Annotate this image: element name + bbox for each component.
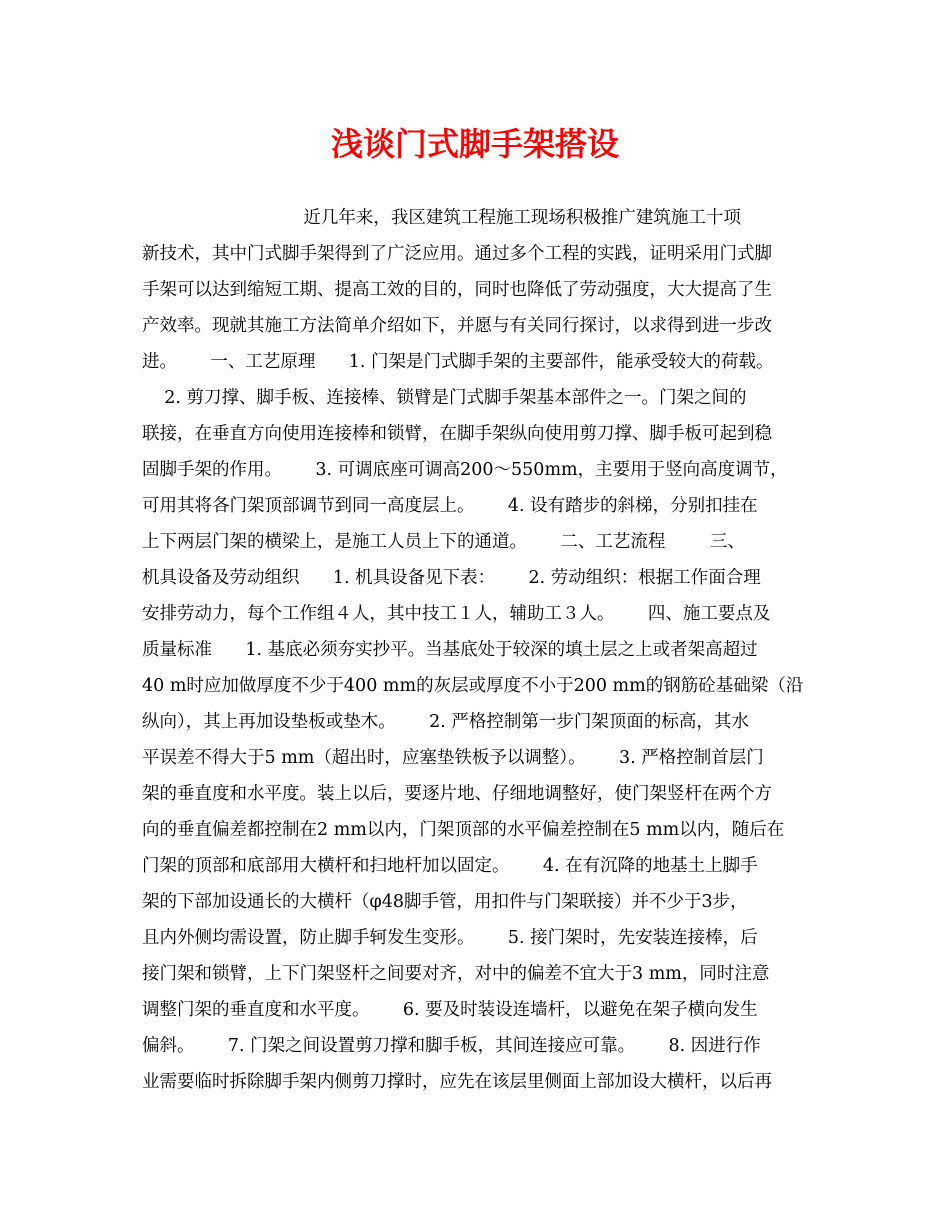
text-line: 质量标准 1. 基底必须夯实抄平。当基底处于较深的填土层之上或者架高超过 [142, 640, 758, 660]
text-line: 进。 一、工艺原理 1. 门架是门式脚手架的主要部件，能承受较大的荷载。 [142, 352, 774, 372]
article-body [142, 200, 832, 1100]
text-line: 产效率。现就其施工方法简单介绍如下，并愿与有关同行探讨，以求得到进一步改 [142, 316, 772, 336]
text-line: 门架的顶部和底部用大横杆和扫地杆加以固定。 4. 在有沉降的地基土上脚手 [142, 856, 758, 876]
text-line: 平误差不得大于5 mm（超出时，应塞垫铁板予以调整）。 3. 严格控制首层门 [142, 748, 764, 768]
text-line: 架的下部加设通长的大横杆（φ48脚手管，用扣件与门架联接）并不少于3步， [142, 892, 748, 912]
text-line: 业需要临时拆除脚手架内侧剪刀撑时，应先在该层里侧面上部加设大横杆，以后再 [142, 1072, 772, 1092]
text-line: 安排劳动力，每个工作组４人，其中技工１人，辅助工３人。 四、施工要点及 [142, 604, 771, 624]
text-line: 固脚手架的作用。 3. 可调底座可调高200～550mm，主要用于竖向高度调节， [142, 460, 788, 480]
text-line: 接门架和锁臂，上下门架竖杆之间要对齐，对中的偏差不宜大于3 mm，同时注意 [142, 964, 770, 984]
text-line: 纵向），其上再加设垫板或垫木。 2. 严格控制第一步门架顶面的标高，其水 [142, 712, 749, 732]
text-line: 2. 剪刀撑、脚手板、连接棒、锁臂是门式脚手架基本部件之一。门架之间的 [142, 388, 747, 408]
text-line: 向的垂直偏差都控制在2 mm以内，门架顶部的水平偏差控制在5 mm以内，随后在 [142, 820, 785, 840]
text-line: 可用其将各门架顶部调节到同一高度层上。 4. 设有踏步的斜梯，分别扣挂在 [142, 496, 758, 516]
text-line: 上下两层门架的横梁上，是施工人员上下的通道。 二、工艺流程 三、 [142, 532, 745, 552]
text-line: 且内外侧均需设置，防止脚手轲发生变形。 5. 接门架时，先安装连接棒，后 [142, 928, 758, 948]
text-line: 40 m时应加做厚度不少于400 mm的灰层或厚度不小于200 mm的钢筋砼基础梁（沿 [142, 676, 804, 696]
text-line: 联接，在垂直方向使用连接棒和锁臂，在脚手架纵向使用剪刀撑、脚手板可起到稳 [142, 424, 772, 444]
text-line: 手架可以达到缩短工期、提高工效的目的，同时也降低了劳动强度，大大提高了生 [142, 280, 772, 300]
text-line: 架的垂直度和水平度。装上以后，要逐片地、仔细地调整好，使门架竖杆在两个方 [142, 784, 772, 804]
text-line: 调整门架的垂直度和水平度。 6. 要及时装设连墙杆，以避免在架子横向发生 [142, 1000, 758, 1020]
text-line: 近几年来，我区建筑工程施工现场积极推广建筑施工十项 [142, 208, 741, 228]
text-line: 机具设备及劳动组织 1. 机具设备见下表： 2. 劳动组织：根据工作面合理 [142, 568, 761, 588]
text-line: 偏斜。 7. 门架之间设置剪刀撑和脚手板，其间连接应可靠。 8. 因进行作 [142, 1036, 761, 1056]
text-line: 新技术，其中门式脚手架得到了广泛应用。通过多个工程的实践，证明采用门式脚 [142, 244, 772, 264]
page-title: 浅谈门式脚手架搭设 [330, 125, 619, 163]
